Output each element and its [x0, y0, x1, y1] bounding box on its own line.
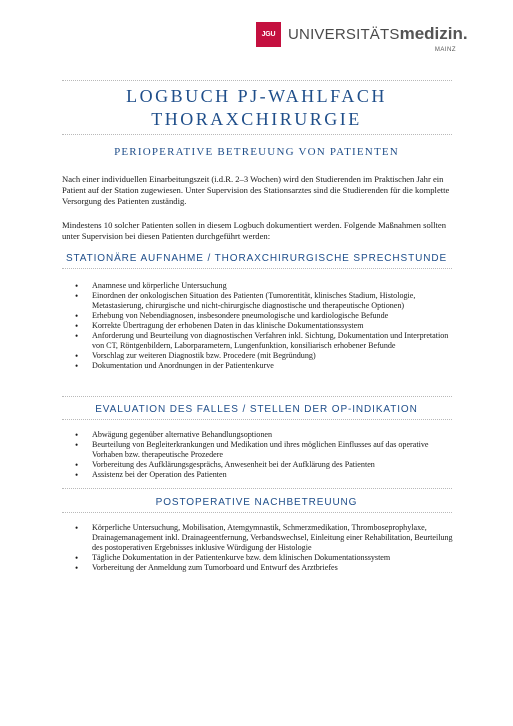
- section-heading-admission: STATIONÄRE AUFNAHME / THORAXCHIRURGISCHE SPRECHSTUNDE: [65, 253, 448, 264]
- divider: [62, 80, 452, 81]
- list-item: • Einordnen der onkologischen Situation des Patienten (Tumorentität, klinisches Stadium, Histologie, Metastasierung, chirurgische und nicht-chirurgische diagnostische und therapeutische Optionen): [75, 291, 416, 310]
- bullet-icon: •: [75, 281, 79, 291]
- bullet-icon: •: [75, 291, 79, 301]
- page-title-line1: LOGBUCH PJ-WAHLFACH: [126, 86, 387, 106]
- list-item: • Korrekte Übertragung der erhobenen Daten in das klinische Dokumentationssystem: [75, 321, 364, 331]
- section-heading-evaluation: EVALUATION DES FALLES / STELLEN DER OP-INDIKATION: [95, 404, 418, 415]
- divider: [62, 512, 452, 513]
- list-item: • Erhebung von Nebendiagnosen, insbesondere pneumologische und kardiologische Befunde: [75, 311, 389, 321]
- logo-text-part1: UNIVERSITÄTS: [288, 26, 400, 43]
- list-item: • Beurteilung von Begleiterkrankungen und Medikation und ihres möglichen Einflusses auf das operative Vorhaben bzw. therapeutische Prozedere: [75, 440, 429, 459]
- bullet-icon: •: [75, 361, 79, 371]
- divider: [62, 134, 452, 135]
- jgu-seal-icon: JGU: [256, 22, 281, 47]
- divider: [62, 419, 452, 420]
- logo-text-part2: medizin.: [399, 24, 468, 43]
- list-item: • Anamnese und körperliche Untersuchung: [75, 281, 227, 291]
- bullet-icon: •: [75, 311, 79, 321]
- list-item: • Vorbereitung des Aufklärungsgesprächs, Anwesenheit bei der Aufklärung des Patienten: [75, 460, 375, 470]
- bullet-icon: •: [75, 460, 79, 470]
- list-item: • Assistenz bei der Operation des Patienten: [75, 470, 227, 480]
- university-logo: [256, 20, 486, 60]
- intro-paragraph: Nach einer individuellen Einarbeitungszeit (i.d.R. 2–3 Wochen) wird den Studierenden im Praktischen Jahr ein Patient auf der Station zugewiesen. Unter Supervision des Stationsarztes sind die Studierenden für die komplette Versorgung des Patienten zuständig.: [62, 174, 450, 206]
- list-item: • Vorbereitung der Anmeldung zum Tumorboard und Entwurf des Arztbriefes: [75, 563, 338, 573]
- divider: [62, 488, 452, 489]
- divider: [62, 268, 452, 269]
- list-item: • Anforderung und Beurteilung von diagnostischen Verfahren inkl. Sichtung, Dokumentation und Interpretation von CT, Röntgenbildern, Laborparametern, Lungenfunktion, konsiliarisch erhobener Befunde: [75, 331, 449, 350]
- list-item: • Abwägung gegenüber alternative Behandlungsoptionen: [75, 430, 273, 440]
- bullet-icon: •: [75, 553, 79, 563]
- bullet-icon: •: [75, 321, 79, 331]
- instruction-paragraph: Mindestens 10 solcher Patienten sollen in diesem Logbuch dokumentiert werden. Folgende Maßnahmen sollten unter Supervision bei diesen Patienten durchgeführt werden:: [62, 220, 447, 241]
- page-title-line2: THORAXCHIRURGIE: [151, 109, 362, 129]
- bullet-icon: •: [75, 331, 79, 341]
- bullet-icon: •: [75, 351, 79, 361]
- divider: [62, 396, 452, 397]
- logo-wordmark: [288, 22, 468, 47]
- bullet-icon: •: [75, 430, 79, 440]
- list-item: • Tägliche Dokumentation in der Patientenkurve bzw. dem klinischen Dokumentationssystem: [75, 553, 391, 563]
- bullet-icon: •: [75, 523, 79, 533]
- bullet-icon: •: [75, 440, 79, 450]
- list-item: • Dokumentation und Anordnungen in der Patientenkurve: [75, 361, 274, 371]
- bullet-icon: •: [75, 563, 79, 573]
- admission-list: [62, 281, 457, 371]
- logo-city: MAINZ: [434, 47, 456, 53]
- evaluation-list: [62, 430, 457, 480]
- bullet-icon: •: [75, 470, 79, 480]
- list-item: • Vorschlag zur weiteren Diagnostik bzw. Procedere (mit Begründung): [75, 351, 316, 361]
- postoperative-list: [62, 523, 457, 573]
- section-heading-perioperative: PERIOPERATIVE BETREUUNG VON PATIENTEN: [114, 146, 399, 158]
- section-heading-postoperative: POSTOPERATIVE NACHBETREUUNG: [155, 497, 358, 508]
- list-item: • Körperliche Untersuchung, Mobilisation, Atemgymnastik, Schmerzmedikation, Thromboseprophylaxe, Drainagemanagement inkl. Drainageentfernung, Verbandswechsel, Einleitung einer Rehabilitation, Beurteilung des postoperativen Ergebnisses inklusive Würdigung der Histologie: [75, 523, 453, 552]
